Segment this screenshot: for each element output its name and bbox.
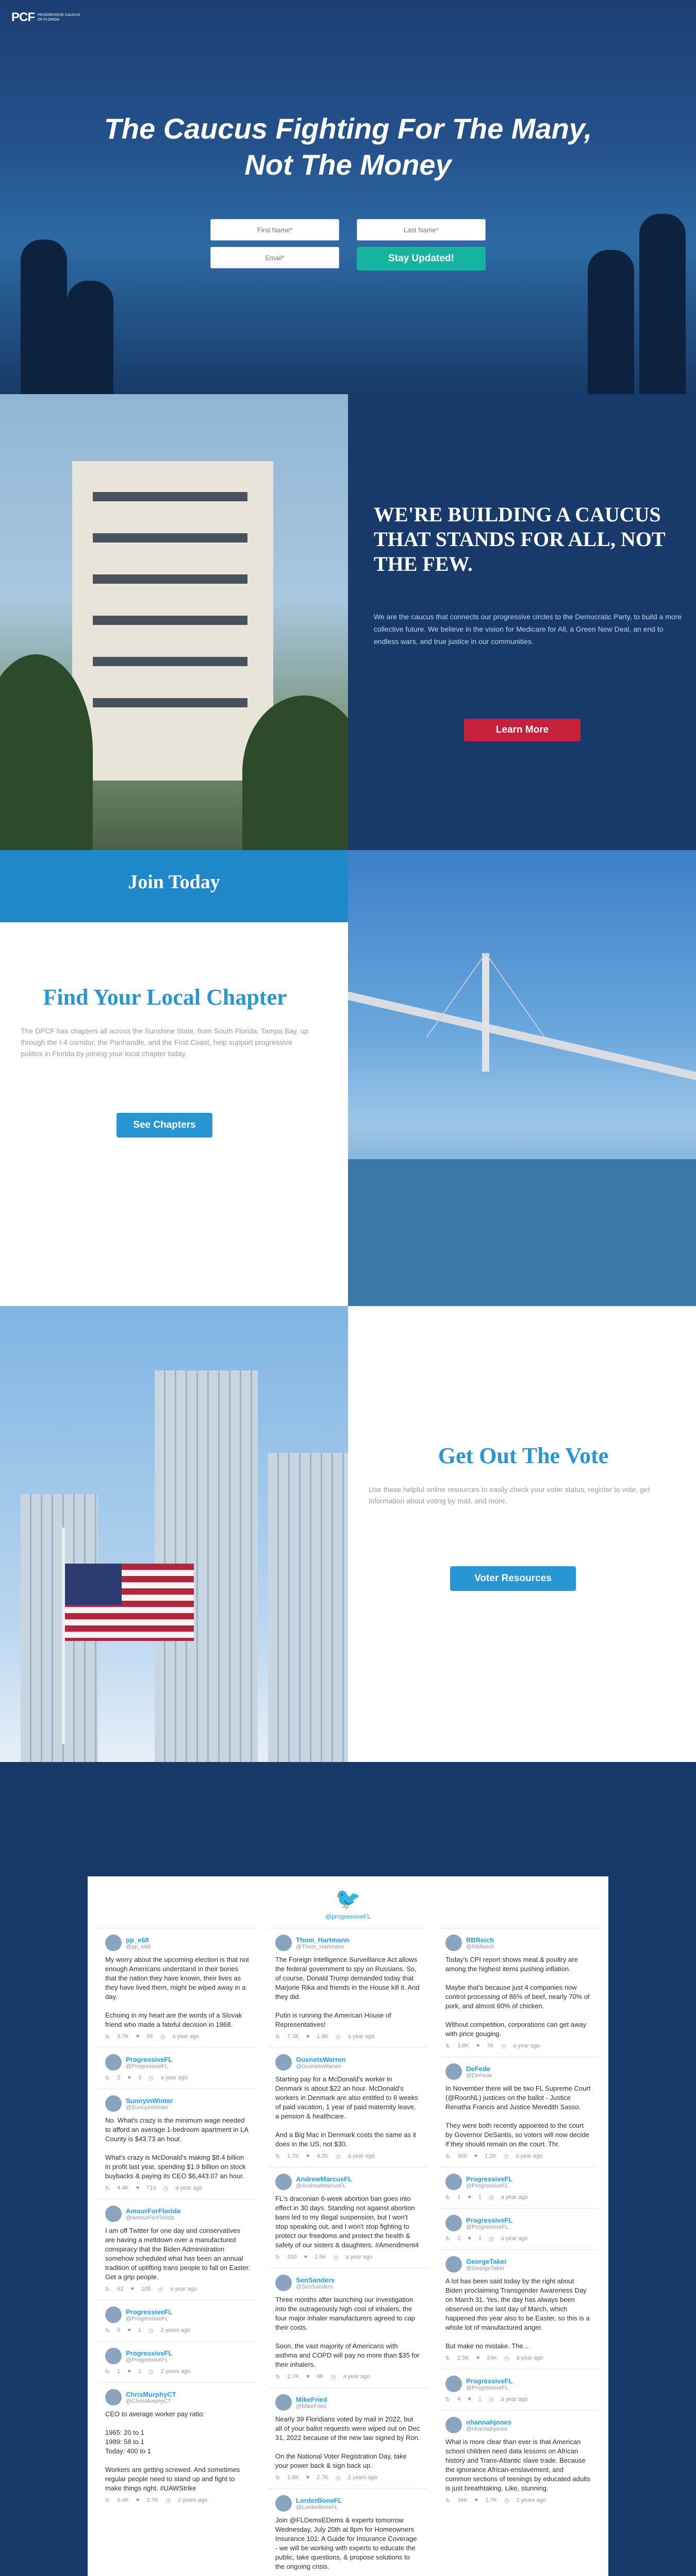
heart-icon[interactable]: ♥: [130, 2286, 134, 2292]
tweet-text: CEO to average worker pay ratio: 1965: 20 to 1 1989: 58 to 1 Today: 400 to 1 Workers are getting screwed. And sometimes regular people need to stand up and fight to make things right. #UAWStrike: [105, 2410, 240, 2492]
tweet-card[interactable]: [268, 2387, 428, 2488]
tweet-author[interactable]: Thom_Hartmann: [296, 1936, 350, 1944]
retweet-icon[interactable]: ↻: [445, 2154, 451, 2160]
tweet-handle: @MikeFried: [296, 2403, 327, 2410]
tweet-author[interactable]: AmourForFlorida: [126, 2207, 181, 2215]
mission-section: [0, 394, 696, 850]
retweet-icon[interactable]: ↻: [445, 2355, 451, 2362]
retweet-count: 1: [457, 2194, 461, 2200]
retweet-icon[interactable]: ↻: [275, 2255, 280, 2261]
vote-title: Get Out The Vote: [438, 1443, 609, 1468]
retweet-count: 1.6K: [287, 2475, 299, 2481]
tweet-author[interactable]: ProgressiveFL: [466, 2216, 513, 2224]
avatar[interactable]: [445, 2417, 462, 2433]
like-count: 1.7K: [485, 2497, 497, 2503]
heart-icon[interactable]: ♥: [127, 2075, 131, 2081]
tweet-author[interactable]: ProgressiveFL: [466, 2377, 513, 2385]
heart-icon[interactable]: ♥: [474, 2497, 478, 2503]
hero-title-line2: Not The Money: [244, 148, 452, 181]
heart-icon[interactable]: ♥: [474, 2153, 478, 2159]
tweet-handle: @AmourForFlorida: [126, 2214, 174, 2221]
tweet-card[interactable]: [268, 2268, 428, 2387]
hero-title-line1: The Caucus Fighting For The Many,: [104, 112, 592, 145]
tweet-time: a year ago: [347, 2033, 375, 2040]
tweet-card[interactable]: [438, 2208, 598, 2249]
retweet-count: 7.3K: [287, 2033, 299, 2040]
like-count: 2.7K: [146, 2497, 159, 2503]
tweet-card[interactable]: [98, 2341, 258, 2382]
tweet-text: Starting pay for a McDonald's worker in Denmark is about $22 an hour. McDonald's workers in Denmark are also entitled to 6 weeks of paid vacation, 1 year of paid maternity leave, a pension & healthcare. And a Big Mac in Denmark costs the same as it does in the US, not $30.: [275, 2075, 418, 2148]
avatar[interactable]: [275, 2054, 292, 2071]
retweet-count: 1.7K: [287, 2153, 299, 2159]
retweet-icon[interactable]: ↻: [275, 2034, 280, 2040]
avatar[interactable]: [275, 2394, 292, 2411]
retweet-count: 4.4K: [117, 2185, 129, 2191]
tweet-handle: @ProgressiveFL: [466, 2182, 509, 2189]
tweet-text: FL's draconian 6-week abortion ban goes into effect in 30 days. Standing not against abortion bans led to my illegal suspension, but I won't stop speaking out, and I won't stop fighting to protect our freedoms and protect the health & safety of our sisters & daughters. #Amendment4: [275, 2195, 419, 2249]
avatar[interactable]: [105, 2307, 122, 2323]
avatar[interactable]: [275, 1935, 292, 1951]
tweet-time: a year ago: [175, 2185, 203, 2191]
retweet-count: 3.7K: [117, 2033, 129, 2040]
clock-icon: ◷: [489, 2195, 494, 2201]
retweet-count: 2: [457, 2235, 461, 2242]
tweet-author[interactable]: ProgressiveFL: [466, 2175, 513, 2183]
clock-icon: ◷: [336, 2154, 341, 2160]
tweet-time: 2 years ago: [160, 2327, 191, 2333]
tweet-card[interactable]: [98, 2199, 258, 2300]
tweet-author[interactable]: SenSanders: [296, 2276, 335, 2284]
like-count: 1.9K: [317, 2033, 329, 2040]
retweet-count: 5: [117, 2327, 121, 2333]
tweet-author[interactable]: pp_e68: [126, 1936, 149, 1944]
clock-icon: ◷: [148, 2075, 154, 2081]
tweet-time: 2 years ago: [160, 2368, 191, 2375]
retweet-count: 2: [117, 2075, 121, 2081]
retweet-count: 1: [117, 2368, 121, 2375]
palm-silhouette: [67, 281, 113, 394]
heart-icon[interactable]: ♥: [136, 2497, 140, 2503]
clock-icon: ◷: [163, 2185, 169, 2192]
tweet-card[interactable]: [438, 2410, 598, 2511]
last-name-field[interactable]: [357, 219, 486, 241]
retweet-icon[interactable]: ↻: [105, 2369, 110, 2375]
retweet-icon[interactable]: ↻: [445, 2236, 451, 2242]
avatar[interactable]: [445, 2174, 462, 2190]
retweet-icon[interactable]: ↻: [445, 2397, 451, 2403]
chapter-text: The DPCF has chapters all across the Sunshine State, from South Florida, Tampa Bay, up through the I-4 corridor, the Panhandle, and the First Coast, help support progressive politics in Florida by joining your local chapter today.: [21, 1027, 309, 1058]
tweet-text: I am off Twitter for one day and conservatives are having a meltdown over a manufactured conspiracy that the Biden Administration somehow scheduled what has been an annual tradition of uplifting trans people to fall on Easter. Get a grip people.: [105, 2227, 251, 2281]
vote-panel: [348, 1306, 696, 1762]
avatar[interactable]: [445, 1935, 462, 1951]
like-count: 2.7K: [317, 2475, 329, 2481]
tweet-handle: @GusnetsWarren: [296, 2063, 341, 2070]
avatar[interactable]: [445, 2256, 462, 2273]
heart-icon[interactable]: ♥: [136, 2185, 140, 2191]
tweet-author[interactable]: AndrewMarcusFL: [296, 2175, 353, 2183]
tweet-author[interactable]: ProgressiveFL: [126, 2308, 173, 2316]
like-count: 8K: [317, 2374, 324, 2380]
like-count: 94: [146, 2033, 153, 2040]
clock-icon: ◷: [333, 2255, 339, 2261]
clock-icon: ◷: [148, 2328, 154, 2334]
tweet-author[interactable]: LorderBoneFL: [296, 2496, 342, 2504]
retweet-icon[interactable]: ↻: [275, 2374, 280, 2380]
clock-icon: ◷: [489, 2397, 494, 2403]
tweet-time: a year ago: [347, 2153, 375, 2159]
like-count: 1: [478, 2396, 482, 2402]
tweet-author[interactable]: MikeFried: [296, 2395, 327, 2403]
retweet-icon[interactable]: ↻: [275, 2475, 280, 2481]
join-title[interactable]: Join Today: [128, 871, 220, 893]
tweet-handle: @ProgressiveFL: [126, 2063, 169, 2070]
vote-text: Use these helpful online resources to easily check your voter status, register to vote, get information about voting by mail, and more.: [369, 1485, 650, 1505]
tweet-card[interactable]: [268, 2047, 428, 2167]
retweet-icon[interactable]: ↻: [105, 2498, 110, 2504]
chapter-title: Find Your Local Chapter: [43, 985, 287, 1010]
tweet-handle: @pp_e68: [126, 1943, 151, 1950]
retweet-icon[interactable]: ↻: [275, 2154, 280, 2160]
tweet-handle: @SunnyinWinter: [126, 2104, 169, 2111]
palm-silhouette: [588, 250, 634, 394]
clock-icon: ◷: [336, 2475, 341, 2481]
logo-mark: PCF: [11, 10, 35, 24]
vote-section: [0, 1306, 696, 1762]
retweet-icon[interactable]: ↻: [445, 2498, 451, 2504]
tweet-text: The Foreign Intelligence Surveillance Act allows the federal government to spy on Russians. So, of course, Donald Trump demanded today that Marjorie Rika and friends in the House kill it. And they did. Putin is running the American House of Representatives!: [275, 1956, 420, 2028]
clock-icon: ◷: [148, 2369, 154, 2375]
clock-icon: ◷: [489, 2236, 494, 2242]
tweet-author[interactable]: ProgressiveFL: [126, 2349, 173, 2357]
mission-text: We are the caucus that connects our progressive circles to the Democratic Party, to build a more collective future. We believe in the vision for Medicare for All, a Green New Deal, an end to endless wars, and true justice in our communities.: [374, 613, 682, 646]
tweet-handle: @ProgressiveFL: [126, 2357, 169, 2363]
retweet-count: 62: [117, 2286, 124, 2292]
tweet-handle: @Thom_Hartmann: [296, 1943, 344, 1950]
tweet-text: Nearly 39 Floridians voted by mail in 2022, but all of your ballot requests were wiped out on Dec 31, 2022 because of the new law signed by Ron. On the National Voter Registration Day, take your power back & sign back up.: [275, 2415, 420, 2469]
retweet-count: 360: [457, 2153, 467, 2159]
stay-updated-button[interactable]: Stay Updated!: [357, 247, 486, 270]
first-name-field[interactable]: [210, 219, 339, 241]
tweet-card[interactable]: [98, 1928, 258, 2047]
flag-photo: [0, 1306, 348, 1762]
signup-form: [210, 219, 486, 270]
avatar[interactable]: [275, 2174, 292, 2190]
retweet-count: 34K: [457, 2497, 468, 2503]
tweet-card[interactable]: [438, 1928, 598, 2057]
tweet-time: a year ago: [160, 2075, 188, 2081]
heart-icon[interactable]: ♥: [468, 2396, 471, 2402]
clock-icon: ◷: [504, 2498, 509, 2504]
tweet-time: a year ago: [343, 2374, 370, 2380]
avatar[interactable]: [275, 2275, 292, 2291]
mission-panel: [348, 394, 696, 850]
avatar[interactable]: [445, 2376, 462, 2392]
feed-column: [438, 1928, 598, 2511]
clock-icon: ◷: [165, 2498, 171, 2504]
like-count: 1: [478, 2194, 482, 2200]
heart-icon[interactable]: ♥: [468, 2235, 471, 2242]
tweet-card[interactable]: [98, 2089, 258, 2199]
tweet-time: a year ago: [170, 2286, 197, 2292]
palm-silhouette: [21, 240, 67, 394]
tweet-card[interactable]: [268, 2167, 428, 2268]
tweet-author[interactable]: DeFede: [466, 2064, 490, 2073]
see-chapters-button[interactable]: See Chapters: [117, 1113, 212, 1138]
tweet-handle: @LorderBoneFL: [296, 2504, 338, 2511]
tweet-handle: @nhannahjones: [466, 2426, 508, 2432]
heart-icon[interactable]: ♥: [306, 2033, 310, 2040]
avatar[interactable]: [105, 2054, 122, 2071]
heart-icon[interactable]: ♥: [476, 2043, 480, 2049]
tweet-time: 2 years ago: [516, 2497, 546, 2503]
clock-icon: ◷: [160, 2034, 165, 2040]
retweet-count: 330: [287, 2254, 297, 2260]
heart-icon[interactable]: ♥: [127, 2368, 131, 2375]
avatar[interactable]: [105, 2095, 122, 2112]
retweet-icon[interactable]: ↻: [105, 2328, 110, 2334]
avatar[interactable]: [445, 2063, 462, 2080]
like-count: 719: [146, 2185, 156, 2191]
tweet-time: a year ago: [516, 2153, 543, 2159]
join-panel[interactable]: [0, 850, 348, 1306]
tweet-author[interactable]: GeorgeTakei: [466, 2257, 506, 2265]
tweet-card[interactable]: [98, 2300, 258, 2341]
avatar[interactable]: [105, 2389, 122, 2405]
email-field[interactable]: [210, 247, 339, 268]
top-bar: [0, 0, 696, 31]
retweet-icon[interactable]: ↻: [445, 2195, 451, 2201]
tweet-card[interactable]: [438, 2167, 598, 2208]
avatar[interactable]: [445, 2215, 462, 2231]
heart-icon[interactable]: ♥: [127, 2327, 131, 2333]
feed-handle[interactable]: @progressiveFL: [325, 1913, 371, 1920]
tweet-card[interactable]: [438, 2369, 598, 2410]
retweet-icon[interactable]: ↻: [105, 2075, 110, 2081]
tweet-author[interactable]: RBReich: [466, 1936, 494, 1944]
avatar[interactable]: [105, 2348, 122, 2364]
tweet-text: Three months after launching our investigation into the outrageously high cost of inhalers, the four major inhaler manufacturers agreed to cap their costs. Soon, the vast majority of Americans with asthma and COPD will pay no more than $35 for their inhalers.: [275, 2296, 420, 2368]
tweet-time: a year ago: [513, 2043, 540, 2049]
twitter-bird-icon: 🐦: [335, 1888, 361, 1910]
avatar[interactable]: [275, 2495, 292, 2512]
bridge-photo: [348, 850, 696, 1306]
clock-icon: ◷: [330, 2374, 336, 2380]
retweet-icon[interactable]: ↻: [445, 2043, 451, 2049]
tweet-text: No. What's crazy is the minimum wage needed to afford an average 1-bedroom apartment in LA County is $43.73 an hour. What's crazy is McDonald's making $8.4 billion in profit last year, spending $1.9 billion on stock buybacks & paying its CEO $6,443.07 an hour.: [105, 2116, 248, 2180]
tweet-handle: @DeFede: [466, 2072, 492, 2079]
tweet-author[interactable]: ProgressiveFL: [126, 2055, 173, 2063]
tweet-card[interactable]: [98, 2047, 258, 2089]
tweet-time: a year ago: [172, 2033, 200, 2040]
tweet-time: 2 years ago: [347, 2475, 378, 2481]
tweet-card[interactable]: [98, 2382, 258, 2511]
heart-icon[interactable]: ♥: [304, 2254, 308, 2260]
retweet-count: 3.8K: [457, 2043, 469, 2049]
palm-silhouette: [639, 214, 686, 394]
retweet-icon[interactable]: ↻: [105, 2185, 110, 2192]
like-count: 3: [138, 2075, 141, 2081]
heart-icon[interactable]: ♥: [306, 2374, 310, 2380]
tweet-time: a year ago: [501, 2235, 528, 2242]
like-count: 105: [141, 2286, 151, 2292]
clock-icon: ◷: [504, 2355, 509, 2362]
tweet-text: Today's CPI report shows meat & poultry are among the highest items pushing inflation. Maybe that's because just 4 companies now control processing of 86% of beef, nearly 70% of pork, and almost 60% of chicken. Without competition, corporations can get away with price gouging.: [445, 1956, 590, 2038]
tweet-time: 2 years ago: [177, 2497, 208, 2503]
hero-title: [0, 111, 696, 183]
heart-icon[interactable]: ♥: [476, 2355, 480, 2361]
tweet-time: a year ago: [501, 2396, 528, 2402]
tweet-handle: @ProgressiveFL: [126, 2315, 169, 2322]
retweet-count: 4: [457, 2396, 461, 2402]
twitter-section: [0, 1762, 696, 2576]
tweet-handle: @GeorgeTakei: [466, 2265, 504, 2272]
tweet-handle: @ChrisMurphyCT: [126, 2398, 172, 2404]
tweet-card[interactable]: [268, 1928, 428, 2047]
retweet-icon[interactable]: ↻: [105, 2034, 110, 2040]
like-count: 1: [138, 2368, 141, 2375]
tweet-author[interactable]: GusnetsWarren: [296, 2055, 346, 2063]
clock-icon: ◷: [336, 2034, 341, 2040]
mission-title: WE'RE BUILDING A CAUCUS THAT STANDS FOR ALL, NOT THE FEW.: [374, 503, 665, 575]
tweet-handle: @ProgressiveFL: [466, 2224, 509, 2230]
tweet-card[interactable]: [438, 2057, 598, 2167]
like-count: 7K: [487, 2043, 494, 2049]
avatar[interactable]: [105, 2206, 122, 2222]
retweet-count: 2.5K: [457, 2355, 469, 2361]
tweet-text: In November there will be two FL Supreme Court (@RoonNL) justices on the ballot - Justice Renatha Francis and Justice Meredith Sasso. They were both recently appointed to the court by Governor DeSantis, so voters will now decide if they should remain on the court. Thr.: [445, 2084, 591, 2148]
heart-icon[interactable]: ♥: [306, 2153, 310, 2159]
hero-section: [0, 0, 696, 394]
like-count: 1.2K: [485, 2153, 496, 2159]
tweet-card[interactable]: [438, 2249, 598, 2369]
clock-icon: ◷: [503, 2154, 509, 2160]
chapter-section: [0, 850, 696, 1306]
clock-icon: ◷: [501, 2043, 506, 2049]
tweet-card[interactable]: [268, 2488, 428, 2576]
tweet-text: My worry about the upcoming election is that not enough Americans understand in their bones that the nation they have known, their lives as they have lived them, might be wiped away in a day. Echoing in my heart are the words of a Slovak friend who made a fateful decision in 1968.: [105, 1956, 249, 2028]
avatar[interactable]: [105, 1935, 122, 1951]
heart-icon[interactable]: ♥: [306, 2475, 310, 2481]
like-count: 1.5K: [314, 2254, 326, 2260]
site-logo[interactable]: [11, 10, 685, 25]
tweet-text: Join @FLDemsEDems & experts tomorrow Wednesday, July 20th at 8pm for Homeowners Insurance 101: A Guide for Insurance Coverage - we will be working with experts to educate the public, take questions, & propose solutions to the ongoing crisis.: [275, 2516, 417, 2570]
like-count: 4.2K: [317, 2153, 329, 2159]
tweet-time: a year ago: [345, 2254, 373, 2260]
tweet-author[interactable]: ChrisMurphyCT: [126, 2390, 176, 2398]
tweet-handle: @RBReich: [466, 1943, 494, 1950]
heart-icon[interactable]: ♥: [136, 2033, 140, 2040]
capitol-photo: [0, 394, 348, 850]
feed-column: [268, 1928, 428, 2576]
like-count: 24K: [487, 2355, 497, 2361]
feed-column: [98, 1928, 258, 2511]
tweet-text: A lot has been said today by the right about Biden proclaiming Transgender Awareness Day on March 31. Yes, the day has always been observed on the last day of March, which happened this year also to be Easter, so this is a whole lot of manufactured anger. But make no mistake. The...: [445, 2277, 590, 2350]
tweet-handle: @AndrewMarcusFL: [296, 2182, 346, 2189]
tweet-author[interactable]: SunnyinWinter: [126, 2096, 173, 2105]
tweet-handle: @SenSanders: [296, 2283, 333, 2290]
tweet-time: a year ago: [501, 2194, 528, 2200]
tweet-text: What is more clear than ever is that American school children need data lessons on African history and Trans-Atlantic slave trade. Because the ignorance African-enslavement, and common sections of teenings by educated adults is just breathtaking. Like, stunning.: [445, 2438, 591, 2492]
voter-resources-button[interactable]: Voter Resources: [450, 1566, 576, 1591]
twitter-feed: [88, 1876, 608, 2576]
retweet-count: 6.4K: [117, 2497, 129, 2503]
tweet-time: a year ago: [516, 2355, 543, 2361]
tweet-handle: @ProgressiveFL: [466, 2384, 509, 2391]
logo-subtitle: PROGRESSIVE CAUCUS OF FLORIDA: [38, 13, 80, 22]
retweet-icon[interactable]: ↻: [105, 2286, 110, 2293]
like-count: 1: [138, 2327, 141, 2333]
like-count: 1: [478, 2235, 482, 2242]
tweet-author[interactable]: nhannahjones: [466, 2418, 512, 2426]
clock-icon: ◷: [158, 2286, 163, 2293]
learn-more-button[interactable]: Learn More: [464, 719, 581, 741]
heart-icon[interactable]: ♥: [468, 2194, 471, 2200]
retweet-count: 2.7K: [287, 2374, 299, 2380]
